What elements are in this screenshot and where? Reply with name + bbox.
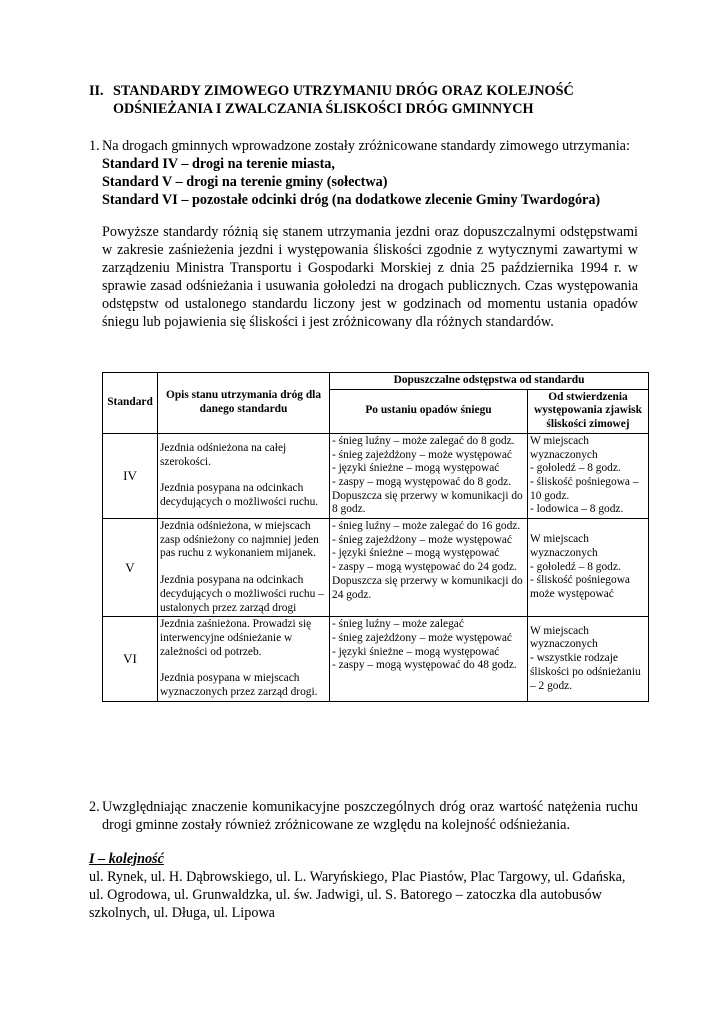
row-od-stwierdzenia-item: - gołoledź – 8 godz. xyxy=(530,462,621,475)
row-opis-text: Jezdnia odśnieżona na całej szerokości. xyxy=(160,442,287,468)
point-1-number: 1. xyxy=(89,138,100,154)
standard-v-line: Standard V – drogi na terenie gminy (sołectwa) xyxy=(102,174,388,190)
section-title-line-2: ODŚNIEŻANIA I ZWALCZANIA ŚLISKOŚCI DRÓG GMINNYCH xyxy=(113,101,534,117)
standards-table xyxy=(102,372,649,702)
row-opis-text: Jezdnia zaśnieżona. Prowadzi się interwencyjne odśnieżanie w zależności od potrzeb. xyxy=(160,618,312,658)
standard-vi-line: Standard VI – pozostałe odcinki dróg (na dodatkowe zlecenie Gminy Twardogóra) xyxy=(102,192,601,208)
order-title: I – kolejność xyxy=(89,851,164,867)
row-po-ustaniu-item: - zaspy – mogą występować do 48 godz. xyxy=(332,659,517,672)
row-po-ustaniu-item: - śnieg luźny – może zalegać do 16 godz. xyxy=(332,520,521,533)
row-od-stwierdzenia-item: W miejscach wyznaczonych xyxy=(530,434,598,461)
header-opis: Opis stanu utrzymania dróg dla danego standardu xyxy=(158,373,330,434)
header-od-stwierdzenia: Od stwierdzenia występowania zjawisk śliskości zimowej xyxy=(528,389,649,433)
row-od-stwierdzenia-item: - lodowica – 8 godz. xyxy=(530,503,624,516)
point-2-text: Uwzględniając znaczenie komunikacyjne poszczególnych dróg oraz wartość natężenia ruchu drogi gminne zostały również zróżnicowane ze względu na kolejność odśnieżania. xyxy=(102,799,638,833)
row-standard: VI xyxy=(103,617,158,702)
section-title-line-1: STANDARDY ZIMOWEGO UTRZYMANIU DRÓG ORAZ KOLEJNOŚĆ xyxy=(113,83,574,99)
row-od-stwierdzenia-item: W miejscach wyznaczonych xyxy=(530,624,598,651)
row-opis-text: Jezdnia odśnieżona, w miejscach zasp odśnieżony co najmniej jeden pas ruchu z wykonaniem mijanek. xyxy=(160,520,319,560)
row-po-ustaniu-item: - języki śnieżne – mogą występować xyxy=(332,645,500,658)
table-row xyxy=(103,519,649,617)
row-po-ustaniu-item: - języki śnieżne – mogą występować xyxy=(332,462,500,475)
row-standard: IV xyxy=(103,433,158,518)
row-po-ustaniu-item: - śnieg zajeżdżony – może występować xyxy=(332,631,512,644)
row-od-stwierdzenia-item: - śliskość pośniegowa może występować xyxy=(530,574,630,601)
row-po-ustaniu-item: Dopuszcza się przerwy w komunikacji do 24 godz. xyxy=(332,574,523,601)
row-po-ustaniu-item: - śnieg zajeżdżony – może występować xyxy=(332,533,512,546)
table-row xyxy=(103,433,649,518)
header-dopuszczalne: Dopuszczalne odstępstwa od standardu xyxy=(330,373,649,390)
row-standard: V xyxy=(103,519,158,617)
row-po-ustaniu-item: - śnieg luźny – może zalegać do 8 godz. xyxy=(332,434,515,447)
row-po-ustaniu-item: - zaspy – mogą występować do 24 godz. xyxy=(332,561,517,574)
header-standard: Standard xyxy=(103,373,158,434)
row-po-ustaniu-item: - języki śnieżne – mogą występować xyxy=(332,547,500,560)
row-po-ustaniu-item: - śnieg zajeżdżony – może występować xyxy=(332,448,512,461)
row-po-ustaniu-item: - śnieg luźny – może zalegać xyxy=(332,618,464,631)
row-od-stwierdzenia-item: - wszystkie rodzaje śliskości po odśnieżaniu – 2 godz. xyxy=(530,652,641,692)
row-od-stwierdzenia-item: W miejscach wyznaczonych xyxy=(530,533,598,560)
table-row xyxy=(103,617,649,702)
row-po-ustaniu-item: Dopuszcza się przerwy w komunikacji do 8 godz. xyxy=(332,489,523,516)
standard-iv-line: Standard IV – drogi na terenie miasta, xyxy=(102,156,335,172)
point-1-intro: Na drogach gminnych wprowadzone zostały zróżnicowane standardy zimowego utrzymania: xyxy=(102,138,630,154)
row-od-stwierdzenia-item: - śliskość pośniegowa – 10 godz. xyxy=(530,475,639,502)
standards-paragraph: Powyższe standardy różnią się stanem utrzymania jezdni oraz dopuszczalnymi odstępstwami w zakresie zaśnieżenia jezdni i występowania śliskości zgodnie z wytycznymi zawartymi w zarządzeniu Ministra Transportu i Gospodarki Morskiej z dnia 25 października 1994 r. w sprawie zasad odśnieżania i usuwania gołoledzi na drogach publicznych. Czas występowania odstępstw od ustalonego standardu liczony jest w godzinach od momentu ustania opadów śniegu lub pojawienia się śliskości i jest zróżnicowany dla różnych standardów. xyxy=(102,224,638,330)
row-po-ustaniu-item: - zaspy – mogą występować do 8 godz. xyxy=(332,475,512,488)
header-po-ustaniu: Po ustaniu opadów śniegu xyxy=(330,389,528,433)
row-opis-text: Jezdnia posypana na odcinkach decydujących o możliwości ruchu – ustalonych przez zarząd drogi xyxy=(160,574,324,614)
section-number: II. xyxy=(89,83,104,99)
point-2-number: 2. xyxy=(89,799,100,815)
row-opis-text: Jezdnia posypana w miejscach wyznaczonych przez zarząd drogi. xyxy=(160,672,318,699)
order-streets: ul. Rynek, ul. H. Dąbrowskiego, ul. L. Waryńskiego, Plac Piastów, Plac Targowy, ul. Gdańska, ul. Ogrodowa, ul. Grunwaldzka, ul. św. Jadwigi, ul. S. Batorego – zatoczka dla autobusów szkolnych, ul. Długa, ul. Lipowa xyxy=(89,869,626,921)
row-od-stwierdzenia-item: - gołoledź – 8 godz. xyxy=(530,560,621,573)
order-section xyxy=(89,850,629,922)
row-opis-text: Jezdnia posypana na odcinkach decydujących o możliwości ruchu. xyxy=(160,482,319,509)
